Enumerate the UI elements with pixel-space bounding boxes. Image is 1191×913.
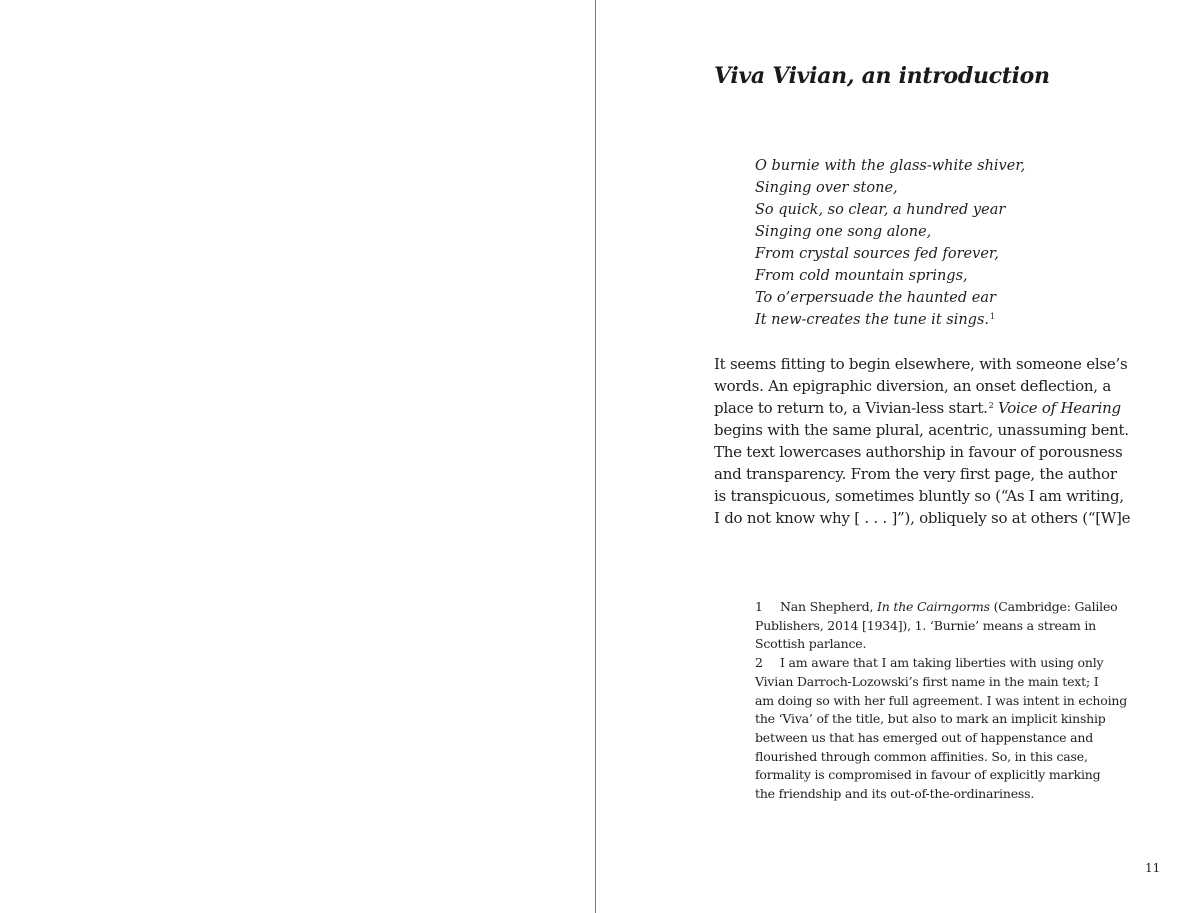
epigraph-line: So quick, so clear, a hundred year [755,202,1006,218]
footnote-text: I am aware that I am taking liberties with using only [780,655,1104,671]
body-line: I do not know why [ . . . ]”), obliquely so at others (“[W]e [714,509,1131,527]
right-page [596,0,1191,913]
footnote-2-line: the ‘Viva’ of the title, but also to mark an implicit kinship [755,711,1106,727]
epigraph-line: O burnie with the glass-white shiver, [755,158,1026,174]
body-line: It seems fitting to begin elsewhere, with someone else’s [714,355,1128,373]
footnote-italic-title: In the Cairngorms [877,599,990,614]
body-line: words. An epigraphic diversion, an onset deflection, a [714,377,1112,395]
epigraph-line: From cold mountain springs, [755,268,968,284]
body-line: is transpicuous, sometimes bluntly so (“As I am writing, [714,487,1124,505]
footnote-1-line: Scottish parlance. [755,636,867,652]
epigraph-poem [755,155,1135,331]
body-paragraph [714,353,1131,529]
left-page-blank [0,0,595,913]
body-line-text: place to return to, a Vivian-less start. [714,399,988,417]
chapter-title: Viva Vivian, an introduction [714,63,1050,89]
footnotes-block [755,598,1127,804]
body-line: begins with the same plural, acentric, unassuming bent. [714,421,1129,439]
footnote-number: 1 [755,599,763,614]
footnote-1-line [755,598,1127,617]
footnote-text: (Cambridge: Galileo [993,599,1118,614]
body-line-with-ref [714,397,1124,419]
footnote-ref-2[interactable]: 2 [988,401,994,410]
body-line: and transparency. From the very first page, the author [714,465,1117,483]
epigraph-line: To o’erpersuade the haunted ear [755,290,996,306]
footnote-ref-1[interactable]: 1 [990,312,996,321]
footnote-2-line: flourished through common affinities. So, in this case, [755,748,1088,764]
footnote-1-line: Publishers, 2014 [1934]), 1. ‘Burnie’ means a stream in [755,617,1097,633]
book-title-italic: Voice of Hearing [998,399,1121,417]
footnote-text: Nan Shepherd, [780,599,874,614]
footnote-2-line: the friendship and its out-of-the-ordinariness. [755,786,1035,802]
epigraph-line: Singing over stone, [755,180,898,196]
epigraph-line: From crystal sources fed forever, [755,246,999,262]
footnote-2-line: formality is compromised in favour of explicitly marking [755,767,1101,783]
footnote-2-line: between us that has emerged out of happenstance and [755,729,1094,745]
footnote-2-line: Vivian Darroch-Lozowski’s first name in the main text; I [755,673,1099,689]
footnote-2-line [755,654,1127,673]
body-line: The text lowercases authorship in favour of porousness [714,443,1123,461]
footnote-2-line: am doing so with her full agreement. I was intent in echoing [755,692,1128,708]
epigraph-last-line-wrap [755,309,1135,331]
epigraph-line: It new-creates the tune it sings. [755,312,990,328]
page-number: 11 [1145,861,1161,875]
footnote-number: 2 [755,655,763,671]
epigraph-line: Singing one song alone, [755,224,932,240]
